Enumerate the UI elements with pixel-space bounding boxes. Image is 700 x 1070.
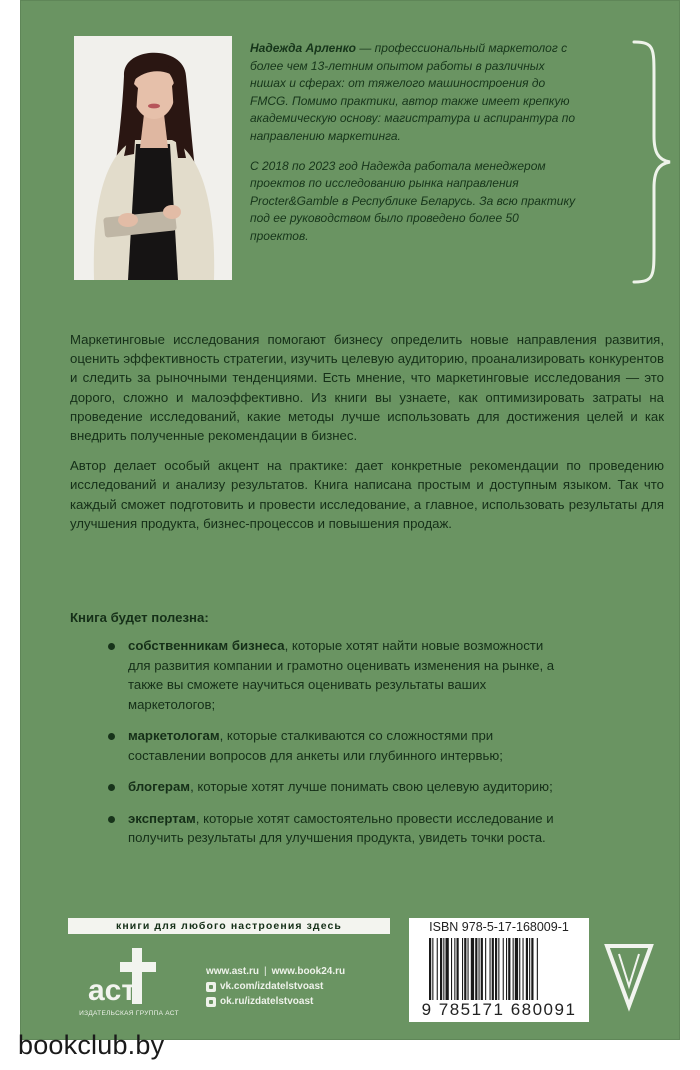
author-bio-text-1: — профессиональный маркетолог с более чем 13-летним опытом работы в различных нишах и сферах: от тяжелого машиностроения до FMCG. Помимо практики, автор также имеет крепкую академическую основу: магистратура и аспирантура по направлению маркетинга. xyxy=(250,41,576,143)
list-item xyxy=(108,726,568,765)
barcode-bar xyxy=(475,938,477,1000)
barcode-bar xyxy=(451,938,452,1000)
barcode-bar xyxy=(446,938,449,1000)
barcode-bar xyxy=(471,938,474,1000)
barcode-bar xyxy=(495,938,497,1000)
barcode-bar xyxy=(537,938,538,1000)
ok-icon xyxy=(206,997,216,1007)
barcode-bar xyxy=(432,938,433,1000)
logo-text: аст xyxy=(88,974,137,1007)
barcode-bar xyxy=(443,938,444,1000)
author-bio xyxy=(250,40,580,246)
audience-text: , которые сталкиваются со сложностями при составлении вопросов для анкеты или глубинного интервью; xyxy=(128,728,503,763)
barcode-bar xyxy=(519,938,520,1000)
audience-text: , которые хотят лучше понимать свою целевую аудиторию; xyxy=(190,779,553,794)
publisher-subtitle: ИЗДАТЕЛЬСКАЯ ГРУППА АСТ xyxy=(79,1010,179,1017)
vk-link[interactable]: vk.com/izdatelstvoast xyxy=(220,981,324,992)
book-back-cover xyxy=(20,0,680,1040)
barcode-bar xyxy=(485,938,486,1000)
barcode-bar xyxy=(523,938,524,1000)
ast-logo-icon xyxy=(86,944,172,1012)
barcode-icon xyxy=(427,938,571,1000)
list-item xyxy=(108,636,568,714)
publisher-slogan: книги для любого настроения здесь xyxy=(68,918,390,934)
barcode-bar xyxy=(479,938,480,1000)
author-photo xyxy=(74,36,232,280)
barcode-bar xyxy=(492,938,494,1000)
useful-for-heading: Книга будет полезна: xyxy=(70,610,209,625)
barcode-bar xyxy=(454,938,455,1000)
ok-row xyxy=(206,994,345,1009)
watermark: bookclub.by xyxy=(18,1030,165,1060)
barcode-bar xyxy=(513,938,514,1000)
barcode-bar xyxy=(498,938,499,1000)
isbn-text: ISBN 978-5-17-168009-1 xyxy=(429,920,569,934)
barcode-bar xyxy=(490,938,491,1000)
audience-text: , которые хотят самостоятельно провести исследование и получить результаты для улучшения продукта, увидеть точки роста. xyxy=(128,810,554,845)
audience-text: , которые хотят найти новые возможности для развития компании и грамотно оценивать изменения на рынке, а также вы сможете научиться оценивать результаты ваших маркетологов; xyxy=(128,638,555,712)
barcode-digits: 9 785171 680091 xyxy=(421,1000,577,1019)
audience-list xyxy=(108,636,568,860)
bullet-dot-icon xyxy=(108,643,115,650)
description-paragraph-2: Автор делает особый акцент на практике: дает конкретные рекомендации по проведению исследований и анализу результатов. Книга написана простым и доступным языком. Так что каждый сможет подготовить и провести исследование, а главное, использовать результаты для улучшения продукта, бизнес-процессов и повышения продаж. xyxy=(70,458,664,531)
description-paragraph-1: Маркетинговые исследования помогают бизнесу определить новые направления развития, оценить эффективность стратегии, изучить целевую аудиторию, проанализировать конкурентов и следить за рыночными тенденциями. Есть мнение, что маркетинговые исследования — это дорого, сложно и малоэффективно. Из книги вы узнаете, как оптимизировать затраты на проведение исследований, какие методы лучше использовать для достижения целей и как внедрить полученные рекомендации в бизнес. xyxy=(70,332,664,444)
barcode-bar xyxy=(529,938,530,1000)
barcode-bar xyxy=(429,938,431,1000)
ok-link[interactable]: ok.ru/izdatelstvoast xyxy=(220,996,314,1007)
audience-name: собственникам бизнеса xyxy=(128,638,285,653)
publisher-links xyxy=(206,964,345,1009)
publisher-v-logo-icon xyxy=(603,924,655,1016)
barcode-bar xyxy=(515,938,518,1000)
websites-row xyxy=(206,964,345,979)
barcode-bar xyxy=(508,938,510,1000)
list-item xyxy=(108,809,568,848)
website-book24-link[interactable]: www.book24.ru xyxy=(271,966,346,977)
barcode-bar xyxy=(440,938,442,1000)
barcode-block xyxy=(409,918,589,1022)
bullet-dot-icon xyxy=(108,733,115,740)
bullet-dot-icon xyxy=(108,784,115,791)
barcode-bar xyxy=(481,938,483,1000)
barcode-bar xyxy=(457,938,459,1000)
bullet-dot-icon xyxy=(108,816,115,823)
vk-row xyxy=(206,979,345,994)
barcode-bar xyxy=(464,938,466,1000)
audience-name: маркетологам xyxy=(128,728,220,743)
barcode-bar xyxy=(506,938,507,1000)
decorative-brace-icon xyxy=(628,36,678,288)
author-name: Надежда Арленко xyxy=(250,41,357,55)
book-description xyxy=(70,330,664,533)
author-bio-paragraph-2: С 2018 по 2023 год Надежда работала менеджером проектов по исследованию рынка направления Procter&Gamble в Республике Беларусь. За всю практику под ее руководством было проведено более 50 проектов. xyxy=(250,158,576,243)
website-ast-link[interactable]: www.ast.ru xyxy=(206,966,259,977)
link-separator: | xyxy=(263,966,267,977)
barcode-bar xyxy=(526,938,528,1000)
audience-name: блогерам xyxy=(128,779,191,794)
list-item xyxy=(108,777,568,797)
audience-name: экспертам xyxy=(128,810,196,826)
barcode-bar xyxy=(531,938,533,1000)
author-bio-paragraph-1 xyxy=(250,40,580,146)
barcode-bar xyxy=(462,938,463,1000)
vk-icon xyxy=(206,982,216,992)
barcode-bar xyxy=(437,938,438,1000)
barcode-bar xyxy=(503,938,504,1000)
barcode-bar xyxy=(468,938,469,1000)
